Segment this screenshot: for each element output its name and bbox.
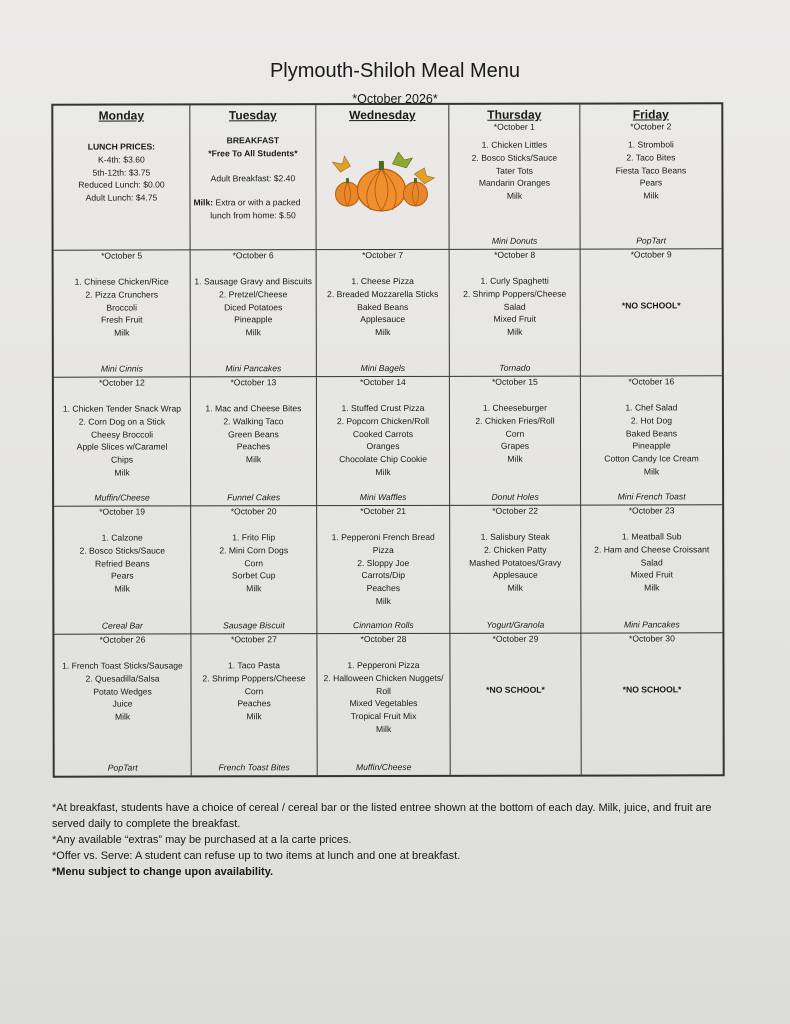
menu-item: Salad bbox=[503, 301, 526, 312]
menu-items bbox=[191, 517, 316, 595]
menu-item: 2. Shrimp Poppers/Cheese bbox=[202, 672, 306, 684]
date-label: *October 30 bbox=[628, 633, 675, 644]
menu-notes bbox=[52, 800, 742, 880]
menu-item: 2. Chicken Patty bbox=[483, 544, 547, 555]
menu-item: 2. Hot Dog bbox=[630, 415, 673, 426]
breakfast-item: Mini French Toast bbox=[617, 491, 686, 502]
price-line: Adult Lunch: $4.75 bbox=[85, 192, 158, 203]
breakfast-item: Mini Cinnis bbox=[100, 363, 143, 374]
menu-items bbox=[317, 388, 449, 479]
menu-item: Milk bbox=[245, 454, 262, 465]
day-header-thursday: Thursday bbox=[487, 107, 542, 122]
date-label: *October 27 bbox=[230, 634, 277, 645]
breakfast-item: Sausage Biscuit bbox=[223, 620, 285, 631]
menu-item: Corn bbox=[244, 557, 264, 568]
month-subtitle: *October 2026* bbox=[352, 92, 438, 106]
cell-oct-2 bbox=[580, 104, 721, 249]
menu-item: Salad bbox=[640, 557, 663, 568]
menu-item: 1. Pepperoni Pizza bbox=[347, 659, 420, 671]
menu-item: 2. Halloween Chicken Nuggets/ bbox=[323, 672, 444, 683]
menu-item: 1. Chicken Tender Snack Wrap bbox=[62, 403, 182, 414]
menu-item: 1. Chinese Chicken/Rice bbox=[74, 276, 169, 287]
day-header-tuesday: Tuesday bbox=[228, 108, 277, 123]
menu-items bbox=[317, 261, 449, 339]
menu-item: Milk bbox=[644, 582, 660, 593]
menu-item: Mashed Potatoes/Gravy bbox=[469, 557, 562, 568]
menu-item: Fiesta Taco Beans bbox=[615, 164, 687, 176]
menu-item: Milk bbox=[246, 711, 262, 722]
breakfast-item: Mini Waffles bbox=[359, 491, 407, 503]
menu-item: Cheesy Broccoli bbox=[90, 429, 154, 440]
menu-item: 1. Chef Salad bbox=[625, 402, 678, 413]
menu-item: 1. Frito Flip bbox=[232, 532, 276, 543]
date-label: *October 13 bbox=[230, 377, 277, 388]
breakfast-item: Mini Bagels bbox=[360, 362, 406, 374]
menu-item: Applesauce bbox=[492, 570, 538, 581]
breakfast-item: PopTart bbox=[107, 762, 138, 773]
menu-item: Milk bbox=[245, 327, 261, 338]
cell-oct-27 bbox=[191, 634, 317, 775]
menu-item: Chocolate Chip Cookie bbox=[339, 454, 428, 465]
menu-item: 1. Taco Pasta bbox=[227, 660, 280, 671]
menu-items bbox=[191, 645, 316, 723]
menu-item: Applesauce bbox=[360, 314, 406, 325]
no-school-label: *NO SCHOOL* bbox=[486, 684, 545, 695]
no-school-label: *NO SCHOOL* bbox=[622, 684, 682, 695]
menu-item: Pineapple bbox=[234, 314, 273, 325]
date-label: *October 23 bbox=[628, 505, 675, 516]
menu-item: Milk bbox=[507, 582, 523, 593]
menu-item: 2. Mini Corn Dogs bbox=[219, 545, 289, 556]
menu-items bbox=[317, 645, 449, 736]
cell-oct-13 bbox=[191, 377, 317, 506]
breakfast-item: Mini Donuts bbox=[491, 235, 538, 246]
menu-item: Baked Beans bbox=[625, 427, 678, 439]
cell-oct-9 bbox=[581, 249, 722, 376]
day-header-monday: Monday bbox=[98, 108, 145, 123]
menu-item: Peaches bbox=[236, 441, 271, 452]
menu-item: Tropical Fruit Mix bbox=[350, 711, 417, 722]
menu-item: Milk bbox=[246, 583, 262, 594]
menu-item: 2. Taco Bites bbox=[626, 152, 676, 163]
cell-oct-5 bbox=[54, 250, 191, 377]
menu-item: Milk bbox=[507, 326, 523, 337]
menu-item: Grapes bbox=[500, 441, 530, 452]
breakfast-free-note: *Free To All Students* bbox=[208, 147, 298, 159]
menu-item: Milk bbox=[375, 466, 391, 478]
breakfast-item: Tornado bbox=[499, 362, 531, 373]
cell-oct-15 bbox=[450, 377, 581, 506]
note-line: *Any available “extras” may be purchased at a la carte prices. bbox=[52, 834, 352, 846]
menu-item: 2. Popcorn Chicken/Roll bbox=[336, 415, 430, 426]
menu-item: Corn bbox=[505, 428, 525, 439]
menu-item: 1. Chicken Littles bbox=[481, 139, 548, 150]
lunch-prices bbox=[53, 122, 189, 204]
cell-oct-21 bbox=[317, 506, 450, 634]
menu-item: Pears bbox=[111, 570, 134, 581]
menu-item: Tater Tots bbox=[495, 165, 533, 176]
day-header-wednesday: Wednesday bbox=[349, 107, 416, 123]
cell-wednesday-art bbox=[316, 105, 449, 250]
date-label: *October 16 bbox=[628, 376, 675, 387]
breakfast-item: Muffin/Cheese bbox=[94, 492, 150, 503]
date-label: *October 15 bbox=[491, 376, 538, 387]
menu-item: 1. Mac and Cheese Bites bbox=[205, 403, 302, 414]
date-label: *October 8 bbox=[494, 249, 536, 260]
menu-item: 1. Stuffed Crust Pizza bbox=[341, 402, 425, 414]
cell-oct-19 bbox=[54, 506, 191, 634]
menu-items bbox=[54, 645, 190, 723]
date-label: *October 7 bbox=[362, 249, 404, 261]
date-label: *October 28 bbox=[360, 633, 407, 645]
menu-item: 1. Cheese Pizza bbox=[351, 275, 414, 287]
cell-oct-28 bbox=[317, 634, 450, 775]
menu-item: Pineapple bbox=[632, 440, 671, 451]
cell-oct-16 bbox=[581, 376, 722, 505]
lunch-prices-heading: LUNCH PRICES: bbox=[87, 141, 156, 152]
date-label: *October 29 bbox=[492, 633, 539, 644]
price-line: Reduced Lunch: $0.00 bbox=[78, 179, 165, 191]
menu-item: 2. Pizza Crunchers bbox=[85, 289, 159, 300]
breakfast-heading: BREAKFAST bbox=[226, 135, 280, 146]
menu-item: Chips bbox=[111, 454, 134, 465]
milk-price-line bbox=[190, 197, 315, 210]
note-line: *At breakfast, students have a choice of cereal / cereal bar or the listed entree shown at the bottom of each day. Milk, juice, and fruit are served daily to complete the breakfast. bbox=[52, 802, 712, 830]
menu-item: 1. Curly Spaghetti bbox=[480, 275, 549, 286]
menu-item: 2. Ham and Cheese Croissant bbox=[594, 544, 710, 555]
cell-monday-prices bbox=[53, 105, 190, 250]
breakfast-item: Donut Holes bbox=[491, 491, 539, 502]
menu-item: Milk bbox=[114, 467, 130, 478]
menu-item: Milk bbox=[643, 190, 659, 201]
menu-item: Carrots/Dip bbox=[361, 570, 406, 581]
menu-items bbox=[450, 517, 580, 595]
price-line: 5th-12th: $3.75 bbox=[92, 167, 151, 178]
day-header-friday: Friday bbox=[632, 107, 669, 122]
menu-item: Mandarin Oranges bbox=[478, 178, 551, 189]
breakfast-item: Mini Pancakes bbox=[623, 619, 680, 630]
menu-item: 1. Meatball Sub bbox=[621, 531, 682, 542]
date-label: *October 20 bbox=[230, 506, 277, 517]
note-line: *Offer vs. Serve: A student can refuse up to two items at lunch and one at breakfast. bbox=[52, 850, 461, 862]
date-label: *October 1 bbox=[493, 121, 535, 132]
menu-item: Mixed Vegetables bbox=[349, 698, 418, 709]
adult-breakfast-price: Adult Breakfast: $2.40 bbox=[210, 172, 296, 183]
menu-item: 1. Salisbury Steak bbox=[480, 531, 550, 542]
pumpkin-illustration bbox=[316, 152, 448, 214]
menu-item: Corn bbox=[244, 685, 264, 696]
menu-item: Apple Slices w/Caramel bbox=[76, 441, 168, 453]
breakfast-item: Funnel Cakes bbox=[227, 492, 281, 503]
menu-item: Peaches bbox=[366, 583, 401, 594]
menu-items bbox=[54, 517, 190, 595]
cell-tuesday-breakfast bbox=[190, 105, 316, 250]
menu-item: Baked Beans bbox=[357, 301, 409, 312]
menu-item: 2. Bosco Sticks/Sauce bbox=[471, 152, 558, 163]
menu-item: Green Beans bbox=[228, 428, 279, 439]
date-label: *October 6 bbox=[232, 250, 274, 261]
menu-item: 1. Cheeseburger bbox=[482, 402, 547, 413]
cell-oct-30 bbox=[581, 633, 722, 774]
date-label: *October 2 bbox=[630, 121, 672, 132]
pumpkin-icon bbox=[326, 152, 438, 214]
menu-item: 1. Pepperoni French Bread bbox=[331, 531, 435, 543]
price-line: K-4th: $3.60 bbox=[97, 154, 145, 165]
cell-oct-20 bbox=[191, 506, 317, 634]
menu-item: Milk bbox=[114, 711, 131, 722]
menu-item: Milk bbox=[643, 466, 660, 477]
menu-item: Pizza bbox=[372, 544, 394, 555]
date-label: *October 14 bbox=[359, 376, 406, 388]
cell-oct-26 bbox=[54, 634, 191, 775]
menu-item: Fresh Fruit bbox=[100, 314, 143, 325]
menu-items bbox=[449, 133, 579, 203]
menu-item: Milk bbox=[375, 327, 391, 338]
menu-item: 2. Corn Dog on a Stick bbox=[78, 416, 166, 427]
menu-items bbox=[191, 388, 316, 466]
menu-item: Mixed Fruit bbox=[630, 569, 674, 580]
menu-item: Broccoli bbox=[106, 302, 138, 313]
milk-label: Milk: bbox=[193, 197, 214, 208]
breakfast-item: French Toast Bites bbox=[218, 762, 290, 773]
cell-oct-23 bbox=[581, 505, 722, 633]
menu-items bbox=[581, 516, 722, 594]
menu-items bbox=[191, 261, 316, 339]
menu-item: 2. Pretzel/Cheese bbox=[219, 289, 288, 300]
menu-item: 2. Shrimp Poppers/Cheese bbox=[463, 288, 567, 299]
menu-item: 2. Bosco Sticks/Sauce bbox=[79, 545, 165, 556]
menu-item: Juice bbox=[112, 698, 133, 709]
page-title: Plymouth-Shiloh Meal Menu bbox=[269, 60, 521, 82]
menu-item: Roll bbox=[376, 685, 391, 696]
menu-item: Potato Wedges bbox=[93, 686, 152, 697]
menu-item: Refried Beans bbox=[95, 558, 150, 569]
menu-item: 2. Quesadilla/Salsa bbox=[85, 673, 160, 684]
menu-items bbox=[317, 517, 449, 608]
date-label: *October 22 bbox=[492, 505, 539, 516]
date-label: *October 19 bbox=[99, 506, 146, 517]
cell-oct-22 bbox=[450, 506, 581, 634]
menu-item: Sorbet Cup bbox=[232, 570, 276, 581]
menu-item: Cotton Candy Ice Cream bbox=[604, 453, 699, 464]
cell-oct-1 bbox=[449, 105, 580, 250]
cell-oct-6 bbox=[191, 250, 317, 377]
menu-item: Mixed Fruit bbox=[493, 314, 537, 325]
breakfast-item: Yogurt/Granola bbox=[486, 619, 545, 630]
menu-item: 1. Sausage Gravy and Biscuits bbox=[194, 276, 312, 287]
cell-oct-7 bbox=[317, 250, 450, 377]
menu-item: Pears bbox=[639, 177, 663, 188]
menu-calendar bbox=[51, 102, 724, 777]
cell-oct-29 bbox=[450, 634, 581, 775]
menu-item: Oranges bbox=[366, 441, 400, 452]
menu-item: 2. Walking Taco bbox=[223, 416, 284, 427]
cell-oct-14 bbox=[317, 377, 450, 506]
breakfast-item: Cinnamon Rolls bbox=[353, 619, 414, 631]
menu-item: Milk bbox=[506, 190, 523, 201]
menu-item: Cooked Carrots bbox=[352, 428, 414, 439]
breakfast-item: PopTart bbox=[636, 235, 666, 246]
cell-oct-8 bbox=[450, 250, 581, 377]
menu-items bbox=[581, 387, 722, 478]
menu-item: Peaches bbox=[237, 698, 271, 709]
menu-items bbox=[450, 388, 580, 466]
breakfast-item: Mini Pancakes bbox=[225, 363, 282, 374]
milk-text-2: lunch from home: $.50 bbox=[210, 210, 296, 221]
breakfast-item: Cereal Bar bbox=[101, 620, 143, 631]
no-school-label: *NO SCHOOL* bbox=[621, 300, 681, 311]
date-label: *October 26 bbox=[99, 634, 146, 645]
menu-item: Milk bbox=[375, 723, 392, 735]
menu-item: 2. Breaded Mozzarella Sticks bbox=[327, 288, 439, 299]
breakfast-info bbox=[190, 122, 315, 222]
menu-item: 1. Stromboli bbox=[627, 139, 674, 150]
menu-items bbox=[54, 388, 190, 479]
date-label: *October 5 bbox=[101, 250, 143, 261]
date-label: *October 9 bbox=[630, 249, 672, 260]
note-line-bold: *Menu subject to change upon availability. bbox=[52, 866, 274, 878]
breakfast-item: Muffin/Cheese bbox=[355, 761, 412, 773]
menu-item: Milk bbox=[507, 453, 523, 464]
date-label: *October 12 bbox=[98, 377, 145, 388]
menu-item: 2. Chicken Fries/Roll bbox=[475, 415, 555, 426]
menu-item: Diced Potatoes bbox=[224, 301, 283, 312]
menu-item: 2. Sloppy Joe bbox=[357, 557, 410, 568]
menu-items bbox=[54, 261, 190, 339]
cell-oct-12 bbox=[54, 377, 191, 506]
milk-text: Extra or with a packed bbox=[213, 197, 301, 208]
menu-item: Milk bbox=[114, 327, 130, 338]
menu-item: 1. French Toast Sticks/Sausage bbox=[62, 660, 183, 671]
date-label: *October 21 bbox=[360, 505, 407, 517]
menu-items bbox=[450, 261, 580, 339]
menu-item: Milk bbox=[375, 595, 391, 607]
menu-item: 1. Calzone bbox=[101, 532, 143, 543]
menu-items bbox=[580, 132, 721, 202]
menu-item: Milk bbox=[114, 583, 130, 594]
